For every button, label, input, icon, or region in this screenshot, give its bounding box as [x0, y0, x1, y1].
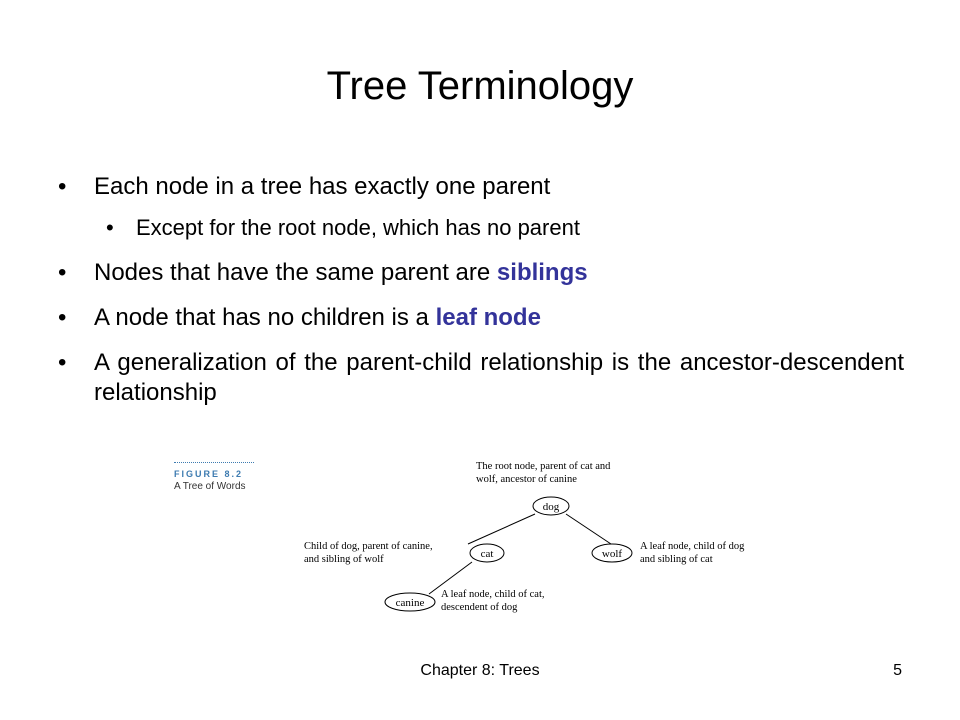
bullet-text: A generalization of the parent-child relationship is the ancestor-descendent relationship [94, 349, 904, 406]
figure-number: FIGURE 8.2 [174, 469, 244, 479]
annotation-canine-line1: A leaf node, child of cat, [441, 589, 545, 600]
bullet-list [58, 172, 904, 423]
bullet-marker: • [58, 259, 67, 286]
tree-figure [168, 452, 808, 627]
annotation-cat-line1: Child of dog, parent of canine, [304, 541, 433, 552]
bullet-item [58, 172, 904, 202]
term-leaf-node: leaf node [435, 304, 541, 331]
node-canine-label: canine [395, 597, 425, 609]
bullet-marker: • [106, 215, 114, 240]
bullet-marker: • [58, 173, 67, 200]
sub-bullet-item [58, 213, 904, 243]
edge-dog-wolf [566, 514, 611, 544]
annotation-cat-line2: and sibling of wolf [304, 554, 384, 565]
node-cat-label: cat [480, 548, 494, 560]
annotation-wolf-line2: and sibling of cat [640, 554, 713, 565]
bullet-marker: • [58, 304, 67, 331]
bullet-item [58, 348, 904, 408]
footer-chapter: Chapter 8: Trees [420, 662, 540, 679]
annotation-root-line2: wolf, ancestor of canine [476, 474, 577, 485]
node-dog-label: dog [542, 501, 560, 513]
bullet-text: A node that has no children is a [94, 304, 436, 331]
bullet-item [58, 303, 904, 333]
tree-diagram [168, 452, 808, 627]
annotation-root-line1: The root node, parent of cat and [476, 461, 611, 472]
edge-dog-cat [468, 514, 535, 544]
bullet-text: Except for the root node, which has no parent [136, 215, 580, 240]
bullet-text: Nodes that have the same parent are [94, 259, 497, 286]
node-wolf-label: wolf [601, 548, 623, 560]
term-siblings: siblings [496, 259, 588, 286]
bullet-marker: • [58, 349, 67, 376]
slide-title: Tree Terminology [326, 64, 634, 108]
bullet-text: Each node in a tree has exactly one parent [94, 173, 551, 200]
bullet-item [58, 258, 904, 288]
annotation-wolf-line1: A leaf node, child of dog [640, 541, 745, 552]
page-number: 5 [893, 662, 902, 679]
figure-caption: A Tree of Words [174, 481, 246, 492]
annotation-canine-line2: descendent of dog [441, 602, 518, 613]
